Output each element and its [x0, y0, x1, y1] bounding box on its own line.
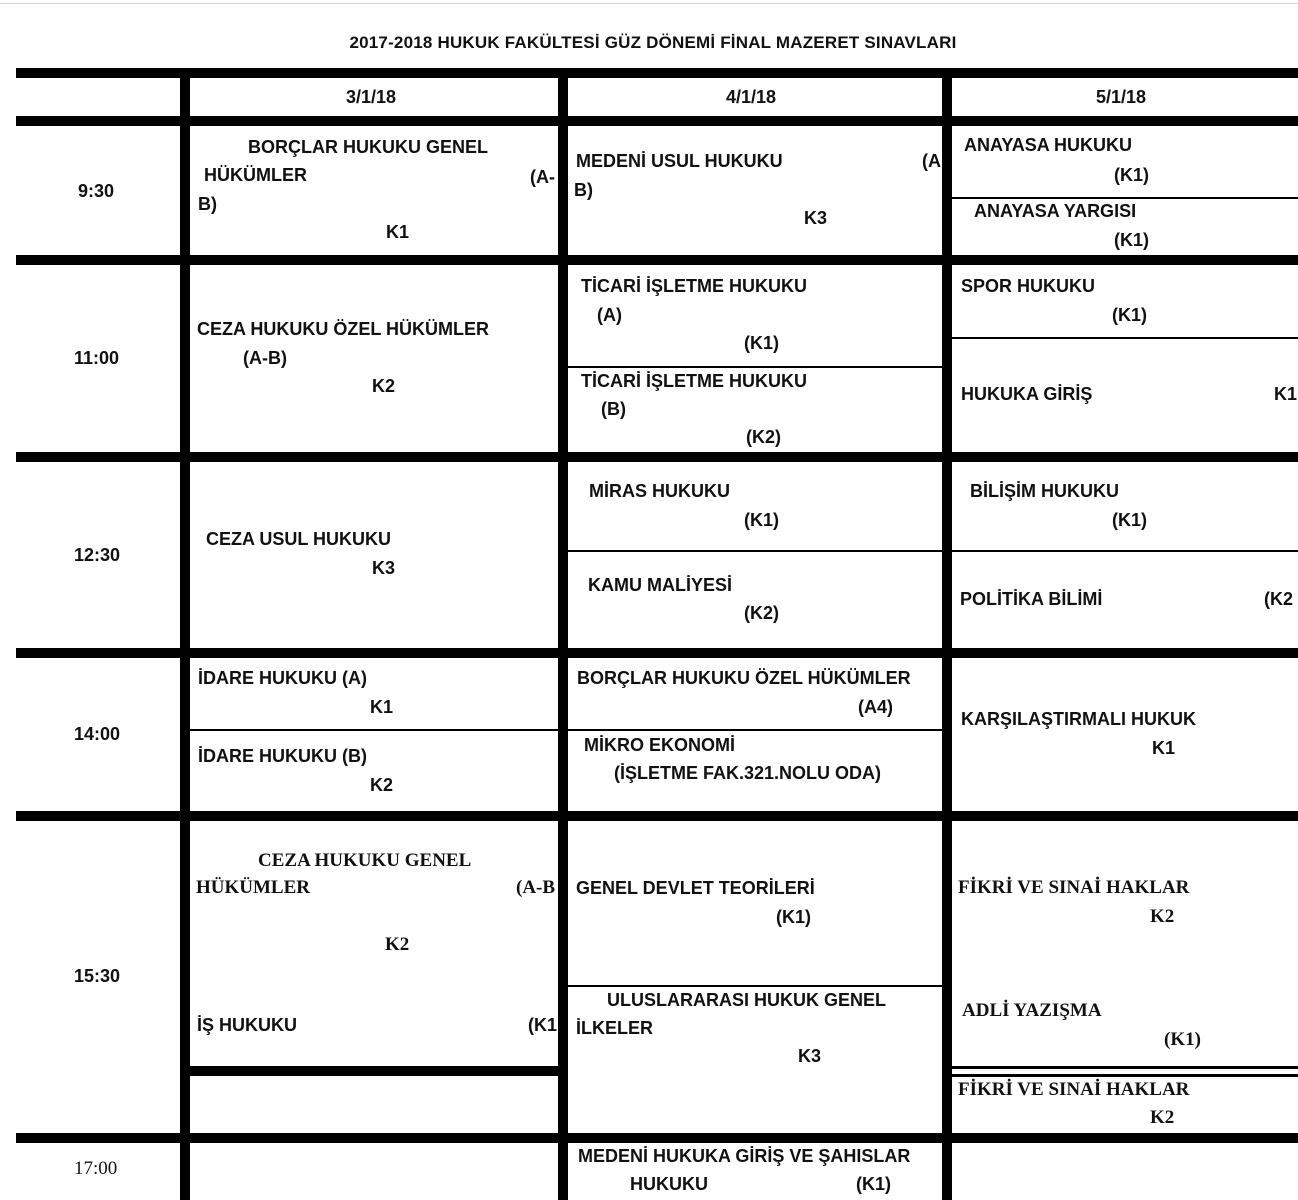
exam-room: (K1) [1114, 165, 1149, 185]
divider [568, 550, 942, 552]
exam-group: (A-B) [243, 348, 287, 368]
exam-course: FİKRİ VE SINAİ HAKLAR [958, 877, 1190, 898]
exam-room: (K1) [1114, 230, 1149, 250]
row-border-1230 [16, 452, 1298, 462]
date-header-1: 3/1/18 [346, 87, 397, 107]
exam-course: ANAYASA HUKUKU [964, 135, 1133, 155]
row-border-1530 [16, 811, 1298, 821]
row-border-1700 [16, 1133, 1298, 1143]
date-header-2: 4/1/18 [726, 87, 777, 107]
divider [952, 550, 1298, 552]
exam-course: KAMU MALİYESİ [588, 575, 732, 595]
top-border [0, 3, 1298, 4]
exam-course: HÜKÜMLER [196, 877, 310, 898]
table-border-col1 [180, 68, 190, 1200]
exam-room: K1 [386, 222, 410, 242]
exam-room: (K1) [744, 510, 779, 530]
exam-course: BORÇLAR HUKUKU ÖZEL HÜKÜMLER [577, 668, 911, 688]
exam-course: MİKRO EKONOMİ [584, 735, 735, 755]
exam-group: B) [198, 194, 217, 214]
exam-course: İŞ HUKUKU [197, 1015, 298, 1035]
exam-course: MEDENİ USUL HUKUKU [576, 151, 783, 171]
exam-room: (K1) [744, 333, 779, 353]
row-border-1100 [16, 255, 1298, 265]
divider [952, 1066, 1298, 1069]
table-border-col3 [942, 68, 952, 1200]
exam-room: K3 [372, 558, 396, 578]
exam-room: (K1) [1112, 305, 1147, 325]
exam-group: (A- [530, 167, 555, 187]
exam-room: (İŞLETME FAK.321.NOLU ODA) [614, 763, 882, 783]
divider [952, 337, 1298, 339]
exam-room: (K1) [776, 907, 811, 927]
exam-course: TİCARİ İŞLETME HUKUKU [581, 276, 807, 296]
exam-room: (K1) [856, 1174, 891, 1194]
exam-course: ADLİ YAZIŞMA [962, 1000, 1102, 1021]
exam-room: (K1 [528, 1015, 558, 1035]
exam-course: GENEL DEVLET TEORİLERİ [576, 878, 815, 898]
exam-room: K3 [804, 208, 828, 228]
divider [568, 729, 942, 731]
exam-course: KARŞILAŞTIRMALI HUKUK [961, 709, 1196, 729]
time-label: 15:30 [74, 966, 121, 986]
exam-course: SPOR HUKUKU [961, 276, 1096, 296]
exam-room: K3 [798, 1046, 822, 1066]
time-label: 17:00 [74, 1158, 118, 1179]
exam-course: CEZA HUKUKU GENEL [258, 850, 472, 871]
exam-room: (K2 [1264, 589, 1294, 609]
exam-room: K2 [1150, 1107, 1175, 1128]
exam-course: BORÇLAR HUKUKU GENEL [248, 137, 488, 157]
exam-group: (A [922, 151, 941, 171]
time-label: 14:00 [74, 724, 121, 744]
exam-group: (B) [601, 399, 626, 419]
exam-course: ULUSLARARASI HUKUK GENEL [607, 990, 886, 1010]
table-border-col2 [558, 68, 568, 1200]
exam-room: (K1) [1164, 1029, 1201, 1050]
exam-room: K1 [370, 697, 394, 717]
exam-course: CEZA USUL HUKUKU [206, 529, 392, 549]
exam-room: K2 [370, 775, 394, 795]
exam-group: (A) [597, 305, 622, 325]
exam-room: K1 [1274, 384, 1298, 404]
table-border-top [16, 68, 1298, 78]
exam-course: İDARE HUKUKU (A) [198, 668, 367, 688]
time-label: 11:00 [74, 348, 120, 368]
divider [568, 366, 942, 368]
exam-course: BİLİŞİM HUKUKU [970, 481, 1119, 501]
exam-course: İDARE HUKUKU (B) [198, 746, 367, 766]
divider [952, 197, 1298, 199]
exam-course: HÜKÜMLER [204, 165, 307, 185]
exam-room: (K2) [744, 603, 779, 623]
exam-course: CEZA HUKUKU ÖZEL HÜKÜMLER [197, 319, 489, 339]
time-label: 12:30 [74, 545, 121, 565]
exam-course: ANAYASA YARGISI [974, 201, 1137, 221]
exam-room: (K2) [746, 427, 781, 447]
exam-group: (A4) [858, 697, 893, 717]
time-label: 9:30 [78, 181, 115, 201]
page-title: 2017-2018 HUKUK FAKÜLTESİ GÜZ DÖNEMİ FİNAL MAZERET SINAVLARI [349, 33, 957, 52]
exam-room: K2 [385, 934, 410, 955]
exam-room: (K1) [1112, 510, 1147, 530]
exam-course: HUKUKA GİRİŞ [961, 384, 1093, 404]
exam-course: TİCARİ İŞLETME HUKUKU [581, 371, 807, 391]
exam-group: B) [574, 180, 593, 200]
exam-room: K2 [372, 376, 396, 396]
row-border-extra-d1 [186, 1066, 560, 1076]
exam-course: HUKUKU [630, 1174, 708, 1194]
exam-course: MEDENİ HUKUKA GİRİŞ VE ŞAHISLAR [578, 1146, 911, 1166]
exam-course: MİRAS HUKUKU [589, 481, 730, 501]
divider [952, 1074, 1298, 1077]
exam-course: İLKELER [576, 1018, 654, 1038]
exam-room: K1 [1152, 738, 1176, 758]
exam-course: FİKRİ VE SINAİ HAKLAR [958, 1079, 1190, 1100]
divider [568, 985, 942, 987]
exam-room: K2 [1150, 906, 1175, 927]
row-border-1400 [16, 648, 1298, 658]
row-border-0930 [16, 116, 1298, 126]
date-header-3: 5/1/18 [1096, 87, 1147, 107]
exam-course: POLİTİKA BİLİMİ [960, 589, 1103, 609]
divider [190, 729, 558, 731]
exam-group: (A-B [516, 877, 556, 898]
